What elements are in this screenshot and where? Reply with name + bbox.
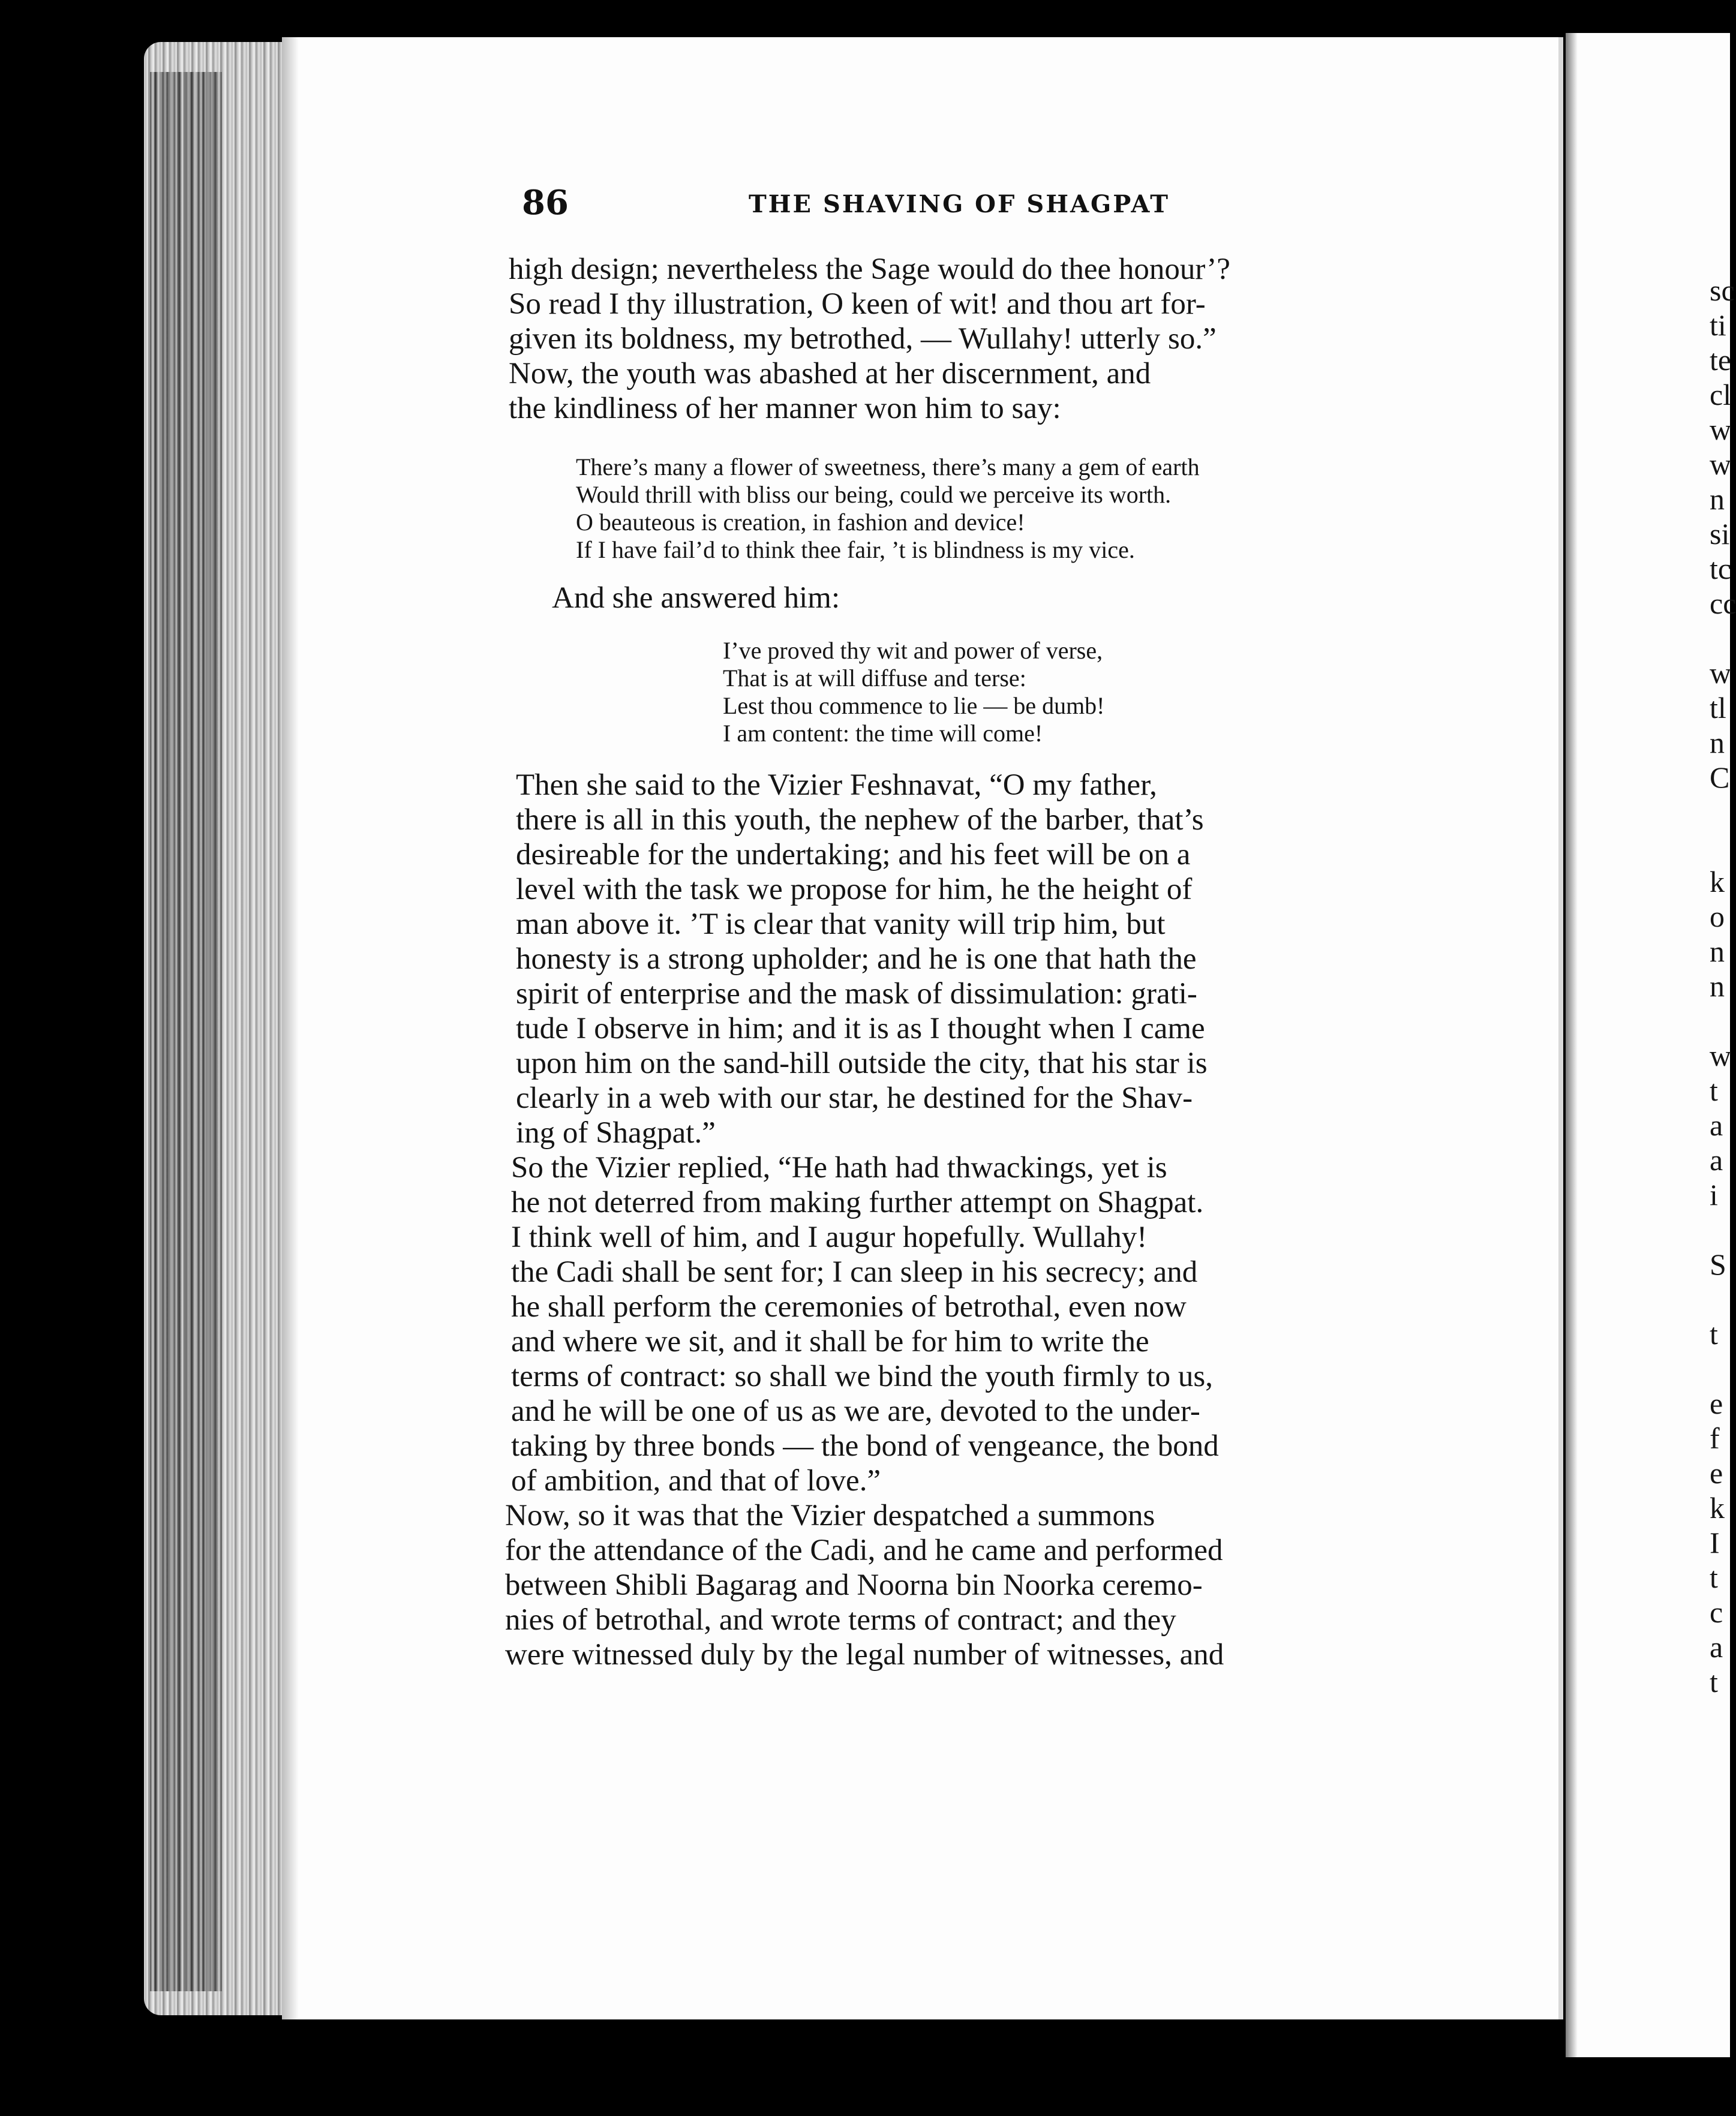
fragment bbox=[1710, 1212, 1736, 1247]
fragment bbox=[1710, 621, 1736, 656]
fragment: si bbox=[1710, 517, 1730, 551]
fragment: t bbox=[1710, 1074, 1718, 1107]
fragment: tl bbox=[1710, 691, 1726, 725]
fragment: c bbox=[1710, 1595, 1723, 1629]
fragment: k bbox=[1710, 865, 1725, 898]
fragment: w bbox=[1710, 413, 1732, 446]
paragraph-vizier-address bbox=[516, 768, 1422, 1150]
answer-line: And she answered him: bbox=[552, 581, 840, 615]
right-page-letter-fragments bbox=[1710, 273, 1736, 1699]
fragment: n bbox=[1710, 934, 1725, 968]
verse-youth bbox=[576, 453, 1200, 564]
fragment: a bbox=[1710, 1143, 1723, 1177]
fragment: k bbox=[1710, 1491, 1725, 1525]
fragment: o bbox=[1710, 900, 1725, 933]
paragraph-5: Now, so it was that the Vizier despatched a summons for the attendance of the Cadi, and he came and performed between Shibli Bagarag and Noorna bin Noorka ceremo- nies of betrothal, and wrote terms of contract; and they were witnessed duly by the legal number of witnesses, and bbox=[505, 1499, 1224, 1672]
fragment: w bbox=[1710, 656, 1732, 690]
fragment: a bbox=[1710, 1108, 1723, 1142]
fragment: I bbox=[1710, 1526, 1720, 1559]
book-binding-shadow bbox=[150, 72, 222, 1991]
verse-line: O beauteous is creation, in fashion and device! bbox=[576, 509, 1025, 536]
fragment bbox=[1710, 1003, 1736, 1038]
fragment: e bbox=[1710, 1456, 1723, 1490]
fragment: te bbox=[1710, 343, 1732, 377]
page-inner-shadow bbox=[282, 37, 299, 2019]
page-header bbox=[522, 183, 1206, 237]
fragment: cl bbox=[1710, 378, 1732, 411]
fragment bbox=[1710, 1351, 1736, 1386]
verse-line: Would thrill with bliss our being, could we perceive its worth. bbox=[576, 481, 1172, 508]
paragraph-youth-abashed bbox=[509, 356, 1426, 426]
fragment: w bbox=[1710, 447, 1732, 481]
fragment: f bbox=[1710, 1421, 1720, 1455]
fragment bbox=[1710, 829, 1736, 864]
fragment: n bbox=[1710, 969, 1725, 1003]
fragment: S bbox=[1710, 1248, 1726, 1281]
fragment: n bbox=[1710, 726, 1725, 759]
paragraph-vizier-reply bbox=[511, 1150, 1414, 1498]
right-page-fragment bbox=[1566, 33, 1730, 2057]
answer-line-block bbox=[552, 581, 1152, 615]
fragment: cc bbox=[1710, 587, 1736, 620]
fragment: t bbox=[1710, 1561, 1718, 1594]
verse-line: I’ve proved thy wit and power of verse, bbox=[723, 637, 1103, 664]
fragment: i bbox=[1710, 1178, 1718, 1212]
verse-line: If I have fail’d to think thee fair, ’t is blindness is my vice. bbox=[576, 536, 1135, 563]
fragment bbox=[1710, 1282, 1736, 1317]
fragment: tc bbox=[1710, 552, 1732, 585]
verse-maiden bbox=[723, 637, 1105, 747]
paragraph-1: high design; nevertheless the Sage would do thee honour’? So read I thy illustration, O keen of wit! and thou art for- given its boldness, my betrothed, — Wullahy! utterly so.” bbox=[509, 253, 1230, 356]
page-gutter bbox=[1558, 37, 1563, 2019]
verse-line: That is at will diffuse and terse: bbox=[723, 665, 1026, 692]
running-title: THE SHAVING OF SHAGPAT bbox=[749, 190, 1170, 218]
fragment bbox=[1710, 795, 1736, 829]
fragment: t bbox=[1710, 1665, 1718, 1699]
fragment: e bbox=[1710, 1387, 1723, 1420]
paragraph-continuation bbox=[509, 252, 1426, 356]
paragraph-betrothal bbox=[505, 1498, 1408, 1672]
right-page-shadow bbox=[1566, 33, 1578, 2057]
fragment: C bbox=[1710, 761, 1730, 794]
verse-line: There’s many a flower of sweetness, there’s many a gem of earth bbox=[576, 453, 1200, 480]
verse-line: I am content: the time will come! bbox=[723, 720, 1043, 747]
paragraph-2: Now, the youth was abashed at her discernment, and the kindliness of her manner won him to say: bbox=[509, 357, 1151, 425]
verse-line: Lest thou commence to lie — be dumb! bbox=[723, 692, 1105, 719]
paragraph-4: So the Vizier replied, “He hath had thwackings, yet is he not deterred from making further attempt on Shagpat. I think well of him, and I augur hopefully. Wullahy! the Cadi shall be sent for; I can sleep in his secrecy; and he shall perform the ceremonies of betrothal, even now and where we sit, and it shall be for him to write the terms of contract: so shall we bind the youth firmly to us, and he will be one of us as we are, devoted to the under- taking by three bonds — the bond of vengeance, the bond of ambition, and that of love.” bbox=[511, 1151, 1219, 1498]
fragment: w bbox=[1710, 1039, 1732, 1072]
fragment: sc bbox=[1710, 273, 1735, 307]
page-number: 86 bbox=[522, 183, 569, 223]
fragment: t bbox=[1710, 1317, 1718, 1351]
fragment: n bbox=[1710, 482, 1725, 516]
fragment: a bbox=[1710, 1630, 1723, 1664]
paragraph-3: Then she said to the Vizier Feshnavat, “O my father, there is all in this youth, the nephew of the barber, that’s desireable for the undertaking; and his feet will be on a level with the task we propose for him, he the height of man above it. ’T is clear that vanity will trip him, but honesty is a strong upholder; and he is one that hath the spirit of enterprise and the mask of dissimulation: grati- tude I observe in him; and it is as I thought when I came upon him on the sand-hill outside the city, that his star is clearly in a web with our star, he destined for the Shav- ing of Shagpat.” bbox=[516, 768, 1208, 1150]
fragment: ti bbox=[1710, 308, 1726, 342]
